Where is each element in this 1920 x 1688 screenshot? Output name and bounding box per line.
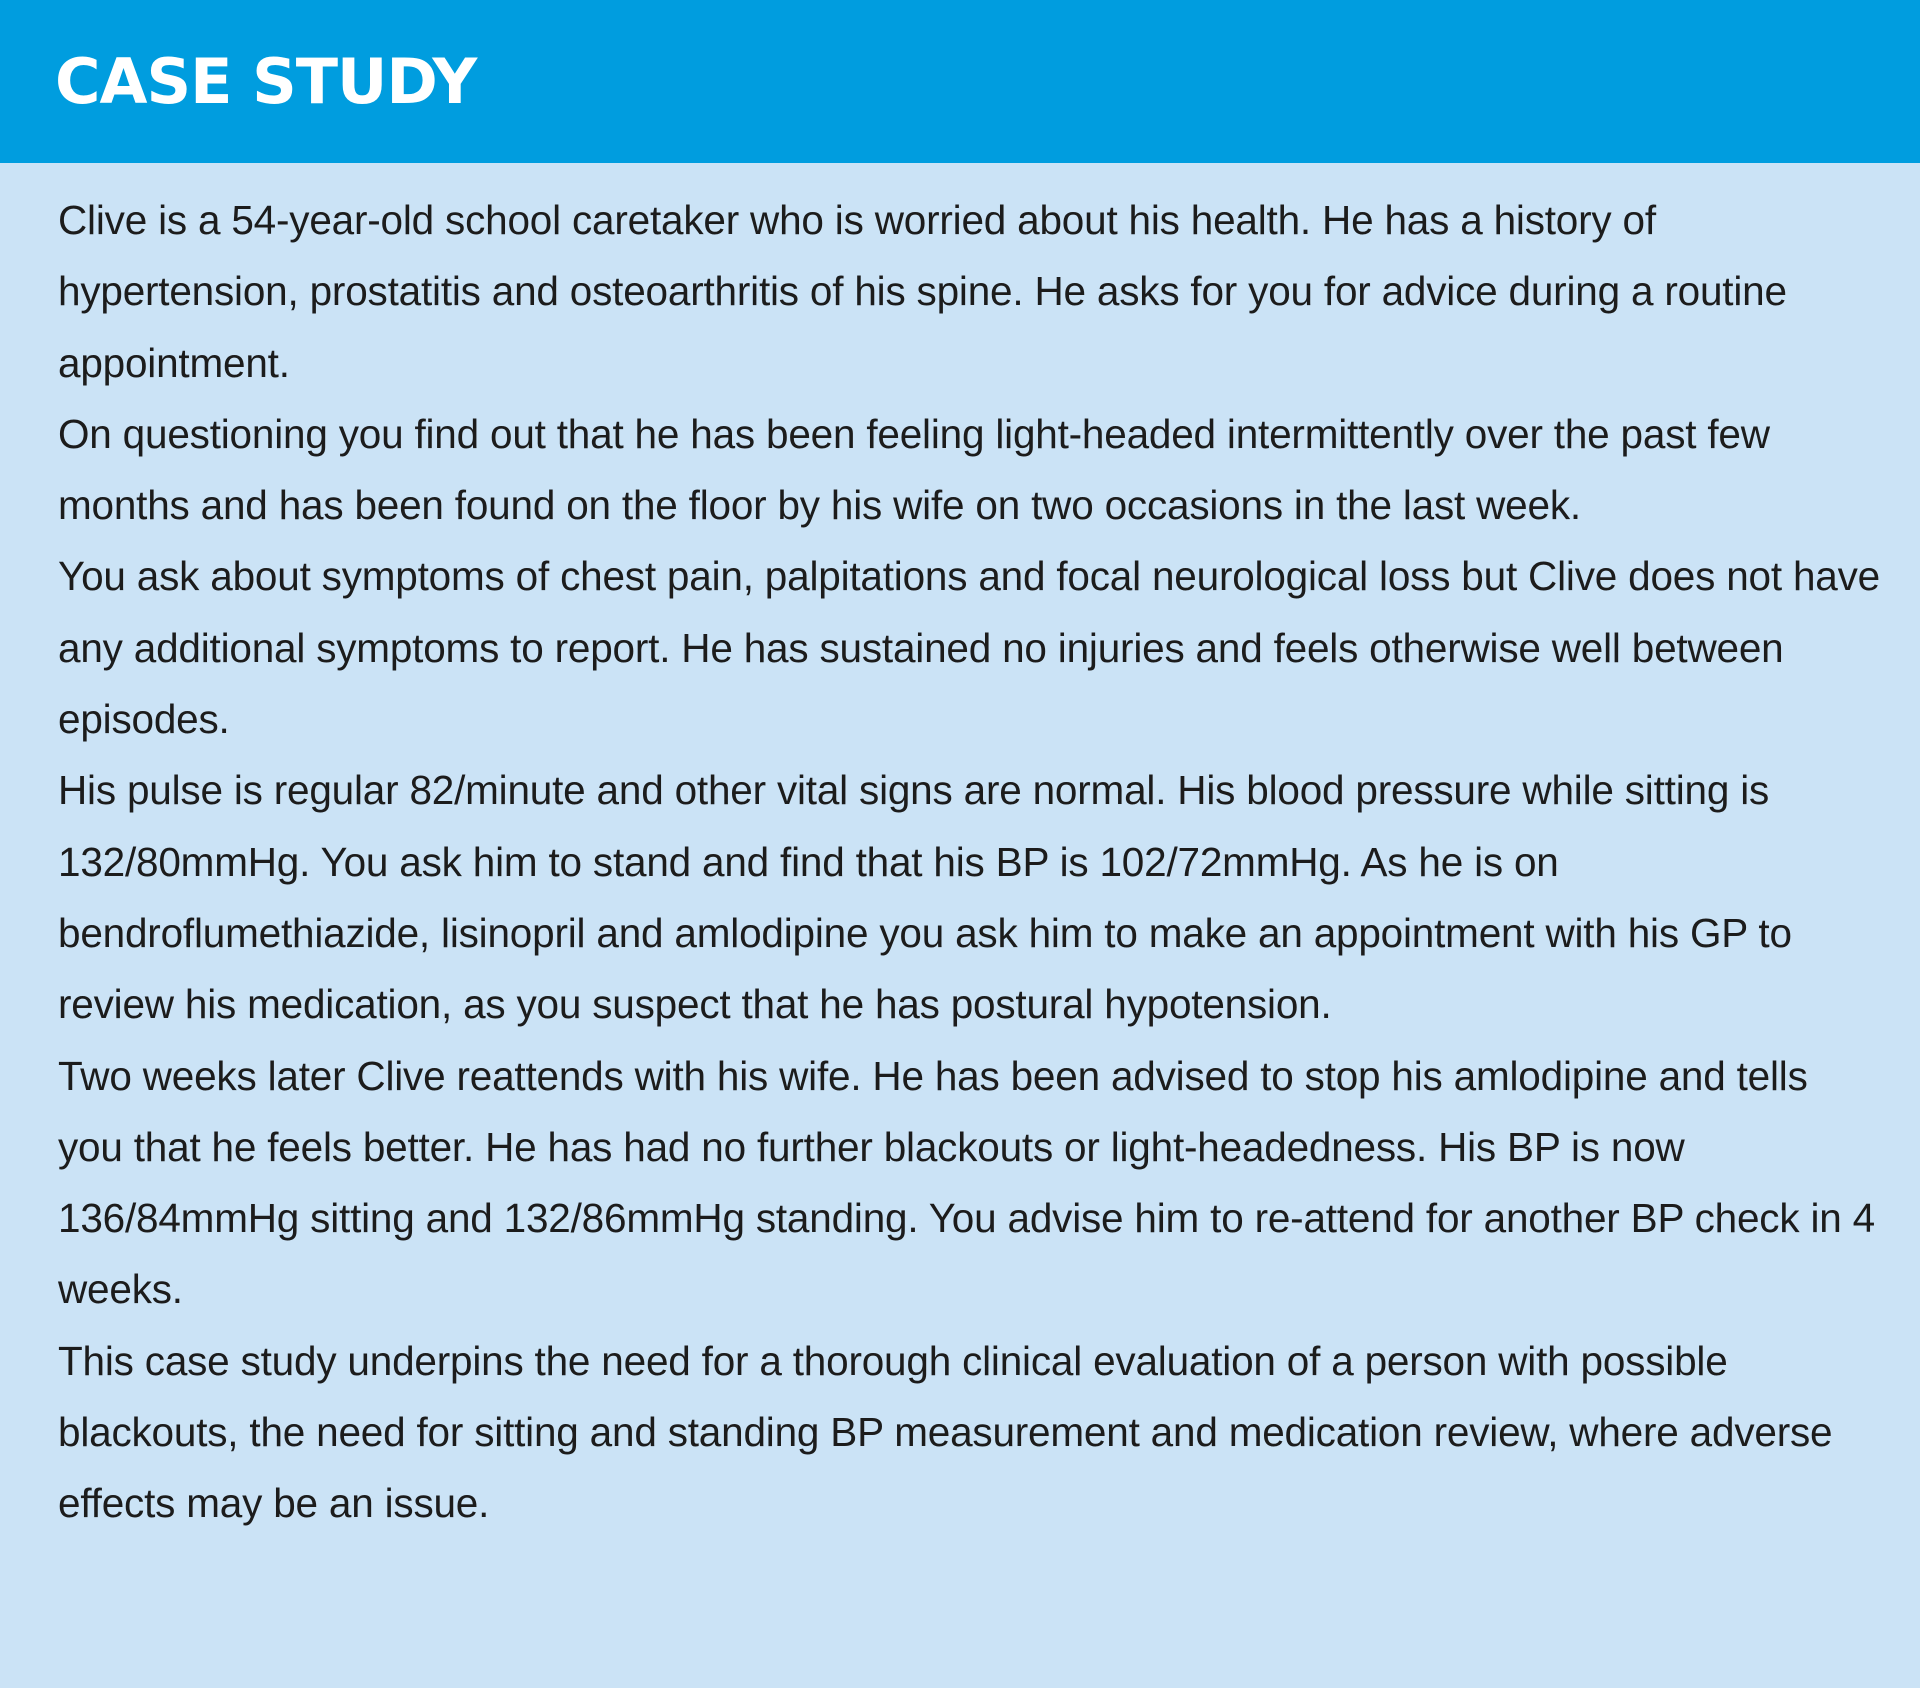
paragraph-symptoms: You ask about symptoms of chest pain, palpitations and focal neurological loss but Clive does not have any additional symptoms to report. He has sustained no injuries and feels otherwise well between episodes. [58,553,1880,743]
case-study-header [0,0,1920,163]
paragraph-presentation: Clive is a 54-year-old school caretaker who is worried about his health. He has a history of hypertension, prostatitis and osteoarthritis of his spine. He asks for you for advice during a routine appointment. [58,197,1787,386]
paragraph-follow-up: Two weeks later Clive reattends with his wife. He has been advised to stop his amlodipine and tells you that he feels better. He has had no further blackouts or light-headedness. His BP is now 136/84mmHg sitting and 132/86mmHg standing. You advise him to re-attend for another BP check in 4 weeks. [58,1052,1875,1313]
case-study-body [0,163,1920,1540]
paragraph-history: On questioning you find out that he has been feeling light-headed intermittently over the past few months and has been found on the floor by his wife on two occasions in the last week. [58,410,1770,529]
paragraph-conclusion: This case study underpins the need for a thorough clinical evaluation of a person with possible blackouts, the need for sitting and standing BP measurement and medication review, where adverse effects may be an issue. [58,1337,1833,1527]
paragraph-examination: His pulse is regular 82/minute and other vital signs are normal. His blood pressure while sitting is 132/80mmHg. You ask him to stand and find that his BP is 102/72mmHg. As he is on bendroflumethiazide, lisinopril and amlodipine you ask him to make an appointment with his GP to review his medication, as you suspect that he has postural hypotension. [58,767,1792,1028]
case-study-title: CASE STUDY [55,45,477,118]
